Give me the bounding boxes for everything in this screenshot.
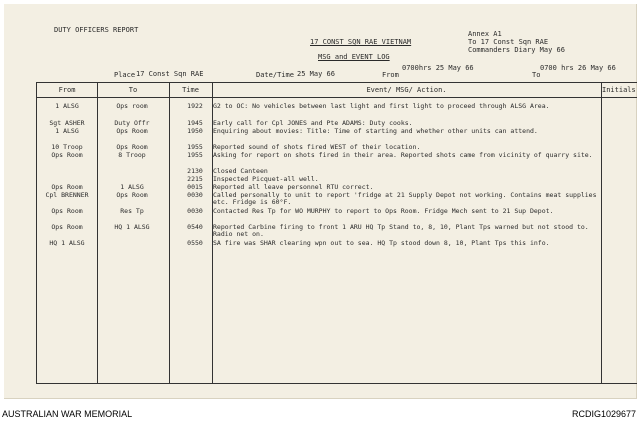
column-header-from: From: [58, 86, 76, 94]
log-title: MSG and EVENT LOG: [318, 53, 390, 61]
row-event: Inspected Picquet-all well.: [213, 175, 319, 183]
to-value: 0700 hrs 26 May 66: [540, 64, 616, 72]
row-event: Reported Carbine firing to front 1 ARU HQ Tp Stand to, 8, 10, Plant Tps warned but not stood to. Radio net on.: [213, 223, 589, 239]
row-from: Cpl BRENNER: [45, 191, 89, 199]
row-time: 1955: [187, 151, 203, 159]
archive-footer: [0, 402, 640, 424]
column-header-event: Event/ MSG/ Action.: [366, 86, 447, 94]
annex-to: To 17 Const Sqn RAE: [468, 38, 549, 46]
row-event: SA fire was SHAR clearing wpn out to sea. HQ Tp stood down 8, 10, Plant Tps this info.: [213, 239, 550, 247]
row-event: Enquiring about movies: Title: Time of starting and whether other units can attend.: [213, 127, 538, 135]
from-label: From: [382, 71, 399, 79]
report-title: DUTY OFFICERS REPORT: [54, 26, 139, 34]
place-label: Place: [114, 71, 136, 79]
row-event: Asking for report on shots fired in their area. Reported shots came from vicinity of quarry site.: [213, 151, 593, 159]
row-time: 2130: [187, 167, 203, 175]
document-page: [4, 4, 637, 399]
row-time: 2215: [187, 175, 203, 183]
row-from: Ops Room: [51, 223, 83, 231]
row-from: Sgt ASHER: [49, 119, 85, 127]
row-to: 1 ALSG: [120, 183, 144, 191]
unit-title: 17 CONST SQN RAE VIETNAM: [310, 38, 412, 46]
row-from: Ops Room: [51, 183, 83, 191]
column-header-initials: Initials: [602, 86, 636, 94]
from-value: 0700hrs 25 May 66: [402, 64, 474, 72]
archive-name: AUSTRALIAN WAR MEMORIAL: [2, 409, 133, 419]
row-to: HQ 1 ALSG: [114, 223, 150, 231]
document-id: RCDIG1029677: [571, 409, 636, 419]
row-time: 0030: [187, 191, 203, 199]
header-rule: [37, 97, 637, 98]
row-event: Closed Canteen: [213, 167, 268, 175]
row-to: Res Tp: [120, 207, 144, 215]
to-label: To: [532, 71, 541, 79]
row-to: Ops Room: [116, 127, 148, 135]
annex-label: Annex A1: [468, 30, 502, 38]
row-time: 1955: [187, 143, 203, 151]
row-time: 1950: [187, 127, 203, 135]
row-event: Reported all leave personnel RTU correct.: [213, 183, 374, 191]
annex-diary: Commanders Diary May 66: [468, 46, 565, 54]
row-time: 0015: [187, 183, 203, 191]
row-time: 0540: [187, 223, 203, 231]
row-to: Ops Room: [116, 143, 148, 151]
row-event: Reported sound of shots fired WEST of their location.: [213, 143, 421, 151]
row-event: Called personally to unit to report 'fridge at 21 Supply Depot not working. Contains meat supplies etc. Fridge is 60°F.: [213, 191, 597, 207]
row-from: Ops Room: [51, 207, 83, 215]
datetime-label: Date/Time: [256, 71, 294, 79]
row-to: Duty Offr: [114, 119, 150, 127]
row-from: 1 ALSG: [55, 127, 79, 135]
place-value: 17 Const Sqn RAE: [136, 70, 204, 78]
row-event: Contacted Res Tp for WO MURPHY to report to Ops Room. Fridge Mech sent to 21 Sup Depot.: [213, 207, 554, 215]
row-to: Ops Room: [116, 191, 148, 199]
column-header-time: Time: [182, 86, 199, 94]
row-time: 1922: [187, 102, 203, 110]
row-time: 1945: [187, 119, 203, 127]
row-event: G2 to OC: No vehicles between last light and first light to proceed through ALSG Area.: [213, 102, 550, 110]
row-time: 0030: [187, 207, 203, 215]
row-to: Ops room: [116, 102, 148, 110]
row-time: 0550: [187, 239, 203, 247]
column-header-to: To: [128, 86, 138, 94]
row-from: Ops Room: [51, 151, 83, 159]
row-from: HQ 1 ALSG: [49, 239, 85, 247]
row-from: 10 Troop: [51, 143, 83, 151]
event-log-table: [36, 82, 637, 384]
row-to: 8 Troop: [118, 151, 146, 159]
row-from: 1 ALSG: [55, 102, 79, 110]
row-event: Early call for Cpl JONES and Pte ADAMS: Duty cooks.: [213, 119, 413, 127]
datetime-value: 25 May 66: [297, 70, 335, 78]
column-divider: [169, 83, 170, 383]
